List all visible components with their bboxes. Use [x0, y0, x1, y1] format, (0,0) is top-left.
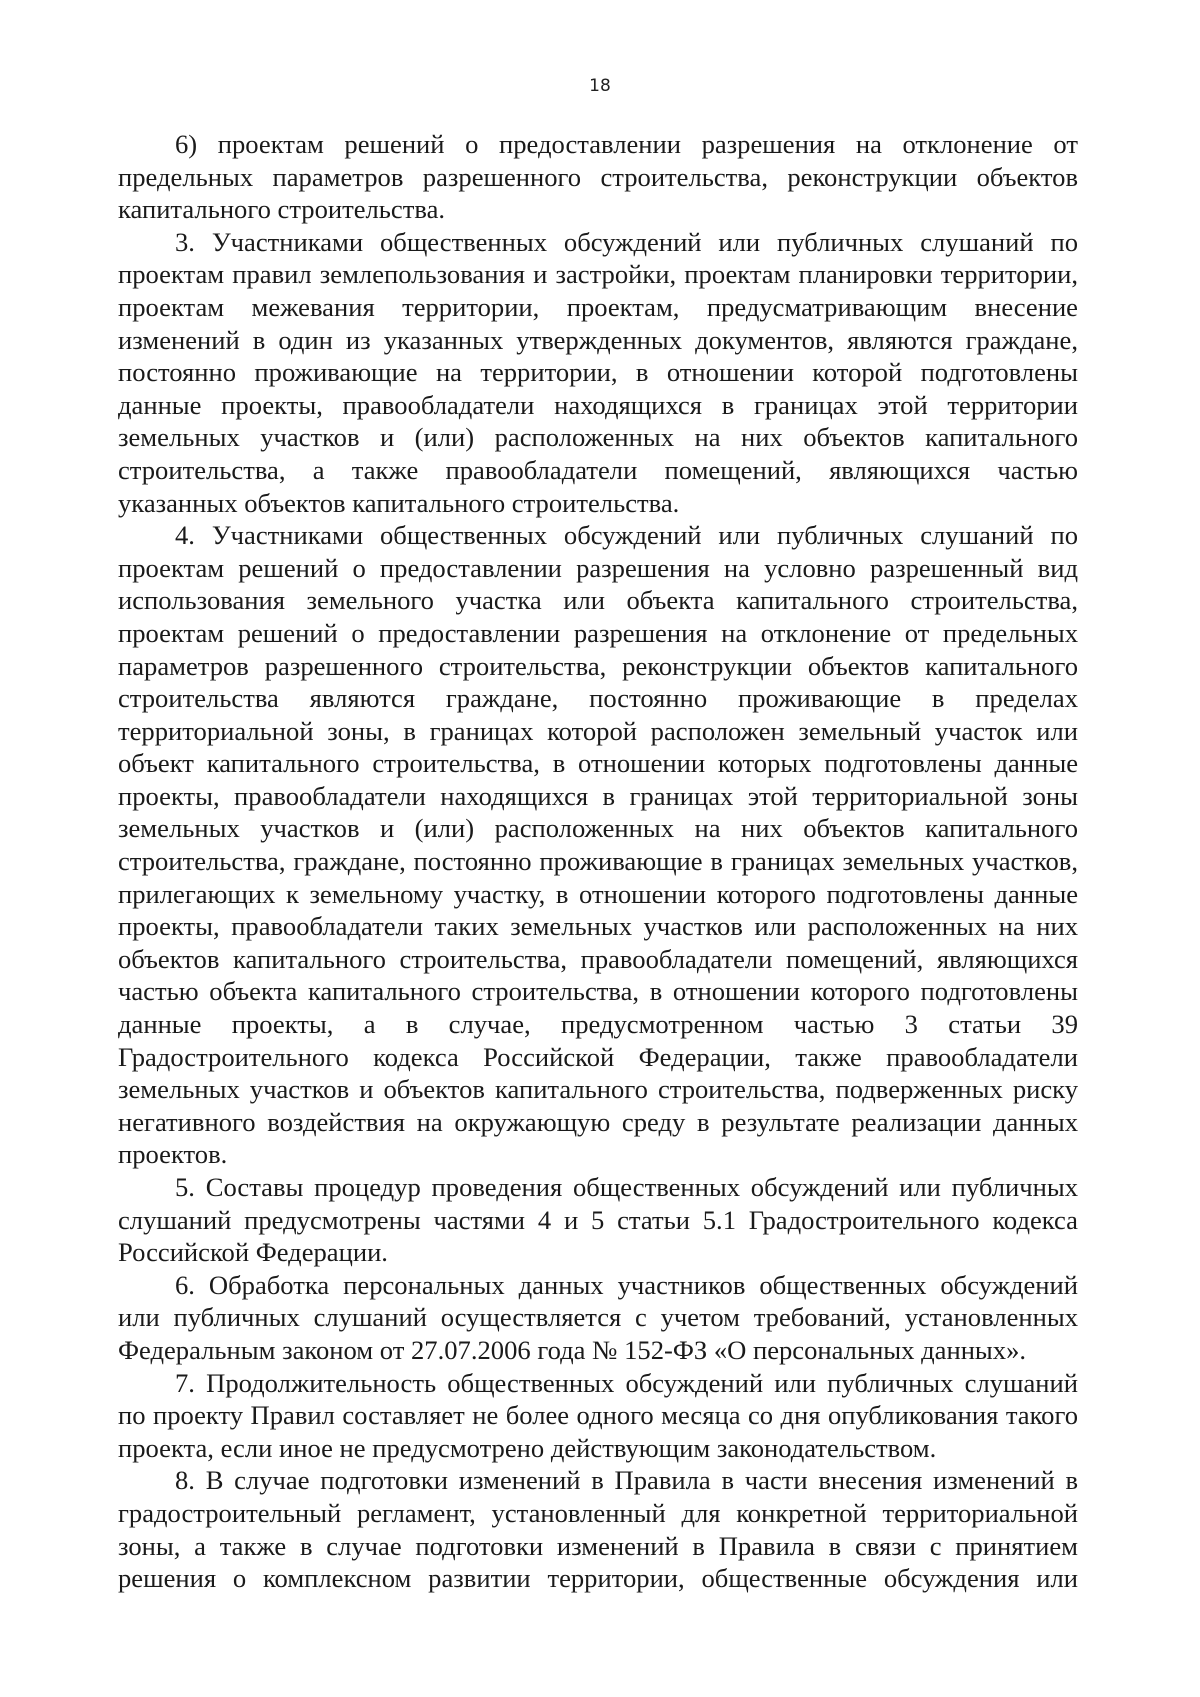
- document-body: [118, 128, 1078, 1595]
- paragraph-4: 4. Участниками общественных обсуждений или публичных слушаний по проектам решений о предоставлении разрешения на условно разрешенный вид использования земельного участка или объекта капитального строительства, проектам решений о предоставлении разрешения на отклонение от предельных параметров разрешенного строительства, реконструкции объектов капитального строительства являются граждане, постоянно проживающие в пределах территориальной зоны, в границах которой расположен земельный участок или объект капитального строительства, в отношении которых подготовлены данные проекты, правообладатели находящихся в границах этой территориальной зоны земельных участков и (или) расположенных на них объектов капитального строительства, граждане, постоянно проживающие в границах земельных участков, прилегающих к земельному участку, в отношении которого подготовлены данные проекты, правообладатели таких земельных участков или расположенных на них объектов капитального строительства, правообладатели помещений, являющихся частью объекта капитального строительства, в отношении которого подготовлены данные проекты, а в случае, предусмотренном частью 3 статьи 39 Градостроительного кодекса Российской Федерации, также правообладатели земельных участков и объектов капитального строительства, подверженных риску негативного воздействия на окружающую среду в результате реализации данных проектов.: [118, 520, 1078, 1170]
- page-number: 18: [589, 76, 611, 96]
- paragraph-6: 6. Обработка персональных данных участников общественных обсуждений или публичных слушаний осуществляется с учетом требований, установленных Федеральным законом от 27.07.2006 года № 152-ФЗ «О персональных данных».: [118, 1269, 1078, 1365]
- paragraph-6-item: 6) проектам решений о предоставлении разрешения на отклонение от предельных параметров разрешенного строительства, реконструкции объектов капитального строительства.: [118, 129, 1078, 225]
- paragraph-3: 3. Участниками общественных обсуждений или публичных слушаний по проектам правил землепользования и застройки, проектам планировки территории, проектам межевания территории, проектам, предусматривающим внесение изменений в один из указанных утвержденных документов, являются граждане, постоянно проживающие на территории, в отношении которой подготовлены данные проекты, правообладатели находящихся в границах этой территории земельных участков и (или) расположенных на них объектов капитального строительства, а также правообладатели помещений, являющихся частью указанных объектов капитального строительства.: [118, 226, 1078, 518]
- paragraph-5: 5. Составы процедур проведения общественных обсуждений или публичных слушаний предусмотрены частями 4 и 5 статьи 5.1 Градостроительного кодекса Российской Федерации.: [118, 1172, 1078, 1268]
- paragraph-8: 8. В случае подготовки изменений в Правила в части внесения изменений в градостроительный регламент, установленный для конкретной территориальной зоны, а также в случае подготовки изменений в Правила в связи с принятием решения о комплексном развитии территории, общественные обсуждения или: [118, 1465, 1078, 1594]
- paragraph-7: 7. Продолжительность общественных обсуждений или публичных слушаний по проекту Правил составляет не более одного месяца со дня опубликования такого проекта, если иное не предусмотрено действующим законодательством.: [118, 1367, 1078, 1463]
